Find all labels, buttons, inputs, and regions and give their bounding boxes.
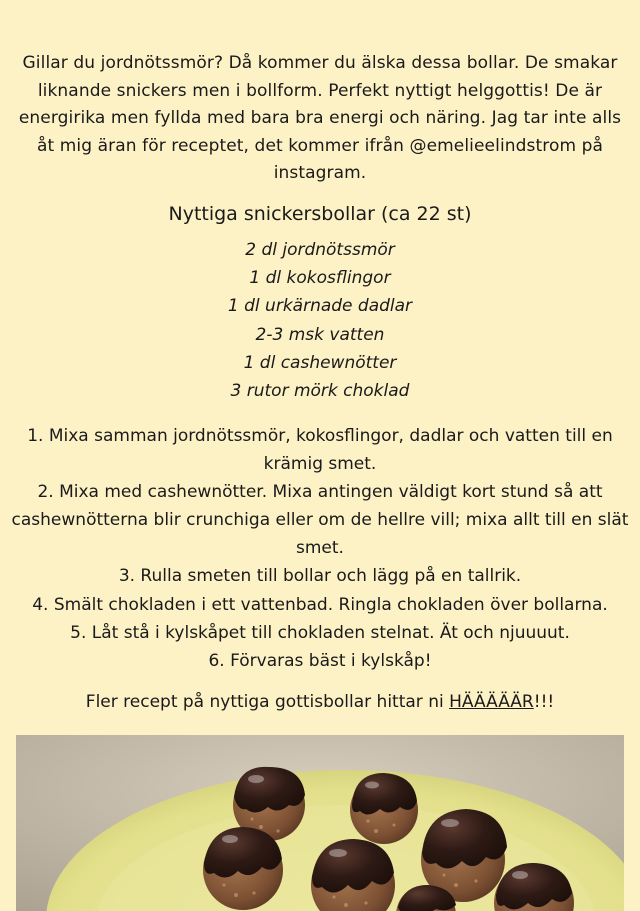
instruction-step: 2. Mixa med cashewnötter. Mixa antingen väldigt kort stund så att cashewnötterna blir crunchiga eller om de hellre vill; mixa allt till en slät smet. bbox=[11, 482, 629, 559]
recipe-title: Nyttiga snickersbollar (ca 22 st) bbox=[168, 203, 472, 225]
instruction-step: 3. Rulla smeten till bollar och lägg på en tallrik. bbox=[118, 566, 522, 587]
chocolate-ball bbox=[203, 827, 283, 910]
ingredient-item: 3 rutor mörk choklad bbox=[230, 381, 410, 402]
ingredient-list bbox=[0, 236, 640, 405]
instruction-step: 6. Förvaras bäst i kylskåp! bbox=[208, 650, 432, 671]
instruction-step: 4. Smält chokladen i ett vattenbad. Ringla chokladen över bollarna. bbox=[32, 594, 608, 615]
ingredient-item: 2 dl jordnötssmör bbox=[245, 240, 395, 260]
snickers-balls-photo bbox=[16, 735, 624, 911]
instruction-list bbox=[10, 422, 630, 675]
more-recipes-text: Fler recept på nyttiga gottisbollar hittar ni bbox=[85, 692, 450, 712]
chocolate-ball bbox=[350, 773, 418, 844]
instruction-step: 1. Mixa samman jordnötssmör, kokosflingor, dadlar och vatten till en krämig smet. bbox=[27, 426, 613, 475]
ingredient-item: 1 dl cashewnötter bbox=[243, 352, 397, 373]
more-recipes-exclaim: !!! bbox=[533, 692, 555, 712]
ingredient-item: 1 dl urkärnade dadlar bbox=[227, 296, 413, 317]
intro-paragraph: Gillar du jordnötssmör? Då kommer du älska dessa bollar. De smakar liknande snickers men i bollform. Perfekt nyttigt helggottis! De är energirika men fyllda med bara bra energi och näring. Jag tar inte alls åt mig äran för receptet, det kommer ifrån @emelieelindstrom på instagram. bbox=[18, 53, 622, 183]
more-recipes-line bbox=[0, 688, 640, 716]
ingredient-item: 2-3 msk vatten bbox=[255, 324, 385, 345]
instruction-step: 5. Låt stå i kylskåpet till chokladen stelnat. Ät och njuuuut. bbox=[70, 622, 570, 643]
more-recipes-link[interactable]: HÄÄÄÄÄR bbox=[449, 692, 534, 712]
ingredient-item: 1 dl kokosflingor bbox=[249, 268, 391, 289]
